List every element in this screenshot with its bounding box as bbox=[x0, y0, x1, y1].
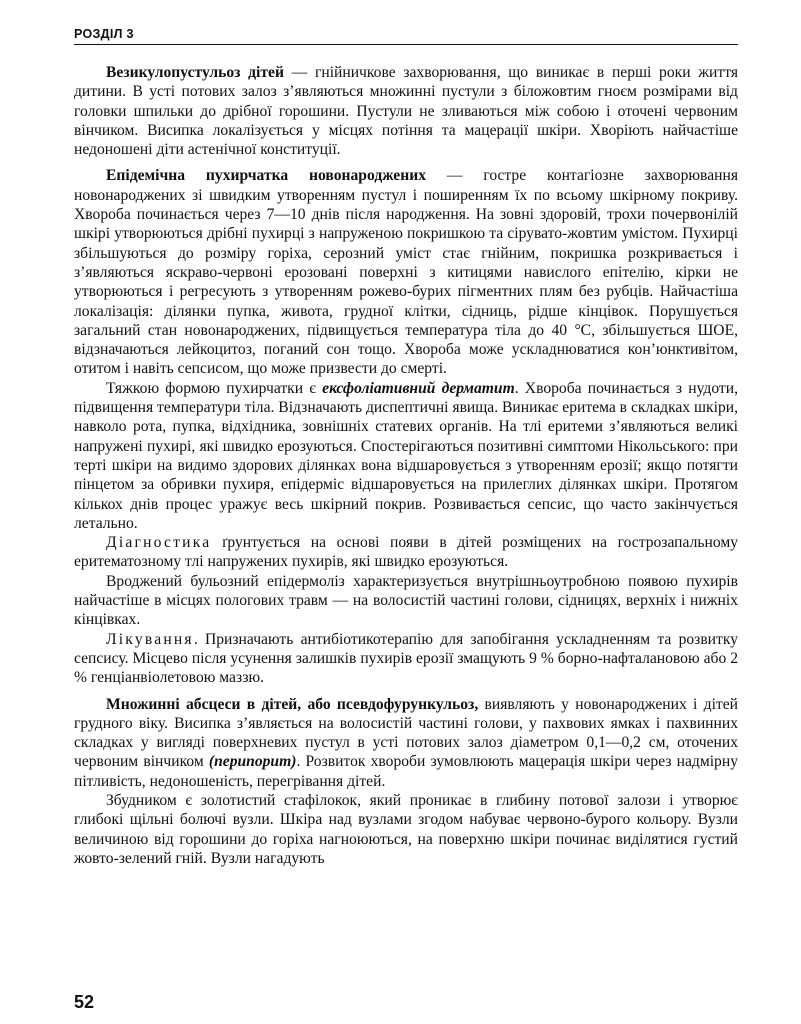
spaced-heading: Діагностика bbox=[106, 534, 212, 552]
page-number: 52 bbox=[74, 992, 95, 1012]
emphasized-term: (перипорит) bbox=[208, 753, 297, 771]
paragraph-text: . Хвороба починається з нудоти, підвищення температури тіла. Відзначають диспептичні явища. Виникає еритема в складках шкіри, навколо рота, пупка, відхідника, зовнішніх статевих органів. На тлі еритеми з’являються великі напружені пухирі, які швидко ерозуються. Спостерігаються позитивні симптоми Нікольського: при терті шкіри на видимо здорових ділянках вона відшаровується з утворенням ерозії; якщо потягти пінцетом за обривки пухиря, епідерміс відшаровується на прилеглих ділянках шкіри. Протягом кількох днів процес уражує весь шкірний покрив. Розвивається сепсис, що часто закінчується летально. bbox=[74, 379, 738, 532]
running-header bbox=[74, 25, 738, 45]
paragraph-text: ґрунтується на основі появи в дітей розміщених на гострозапальному еритематозному тлі напружених пухирів, які швидко ерозуються. bbox=[74, 534, 738, 571]
term-heading: Епідемічна пухирчатка новонароджених bbox=[106, 167, 426, 185]
paragraph-diagnostics bbox=[74, 533, 738, 572]
paragraph-text: — гнійничкове захворювання, що виникає в перші роки життя дитини. В усті потових залоз з’являються множинні пустули з біложовтим гноєм розмірами від головки шпильки до дрібної горошини. Пустули не зливаються між собою і оточені червоним вінчиком. Висипка локалізується у місцях потіння та мацерації шкіри. Хворіють найчастіше недоношені діти астенічної конституції. bbox=[74, 64, 738, 159]
paragraph-text: виявляють у новонароджених і дітей грудного віку. Висипка з’являється на волосистій частині голови, у пахвових ямках і пахвинних складках у вигляді поверхневих пустул в усті потових залоз діаметром 0,1—0,2 см, оточених червоним вінчиком bbox=[74, 695, 738, 771]
page-body bbox=[74, 63, 738, 868]
paragraph-multiple-abscesses bbox=[74, 695, 738, 791]
term-heading: Множинні абсцеси в дітей, або псевдофурункульоз, bbox=[106, 695, 479, 713]
paragraph-exfoliative-dermatitis bbox=[74, 379, 738, 533]
paragraph-text: . Призначають антибіотикотерапію для запобігання ускладненням та розвитку сепсису. Місцево після усунення залишків пухирів ерозії змащують 9 % борно-нафталановою або 2 % генціанвіолетовою маззю. bbox=[74, 630, 738, 687]
paragraph-text: Вроджений бульозний епідермоліз характеризується внутрішньоутробною появою пухирів найчастіше в місцях пологових травм — на волосистій частині голови, сідницях, верхніх і нижніх кінцівках. bbox=[74, 572, 738, 629]
paragraph-text: — гостре контагіозне захворювання новонароджених зі швидким утворенням пустул і поширенням їх по всьому шкірному покриву. Хвороба починається через 7—10 днів після народження. На зовні здоровій, трохи почервонілій шкірі утворюються дрібні пухирці з напруженою покришкою та сірувато-жовтим умістом. Пухирці збільшуються до розміру горіха, серозний уміст стає гнійним, покришка розкривається і з’являються яскраво-червоні ерозовані поверхні з китицями навислого епітелію, кірки не утворюються і регресують з утворенням рожево-бурих пігментних плям без рубців. Найчастіша локалізація: ділянки пупка, живота, грудної клітки, сідниць, рідше кінцівок. Порушується загальний стан новонароджених, підвищується температура тіла до 40 °С, збільшується ШОЕ, відзначаються лейкоцитоз, поганий сон тощо. Хвороба може ускладнюватися кон’юнктивітом, отитом і навіть сепсисом, що може призвести до смерті. bbox=[74, 167, 738, 378]
paragraph-text: Тяжкою формою пухирчатки є bbox=[106, 379, 323, 397]
emphasized-term: ексфоліативний дерматит bbox=[322, 379, 515, 397]
paragraph-text: Збудником є золотистий стафілокок, який проникає в глибину потової залози і утворює глибокі щільні болючі вузли. Шкіра над вузлами згодом набуває червоно-бурого кольору. Вузли величиною від горошини до горіха нагноюються, на поверхню шкіри починає виділятися густий жовто-зелений гній. Вузли нагадують bbox=[74, 791, 738, 867]
paragraph-pathogen bbox=[74, 791, 738, 868]
paragraph-vesiculopustulosis bbox=[74, 63, 738, 159]
section-label: РОЗДІЛ 3 bbox=[74, 27, 134, 41]
spaced-heading: Лікування bbox=[106, 630, 194, 648]
term-heading: Везикулопустульоз дітей bbox=[106, 64, 284, 81]
paragraph-treatment bbox=[74, 630, 738, 688]
paragraph-epidermolysis bbox=[74, 572, 738, 630]
paragraph-epidemic-pemphigus bbox=[74, 166, 738, 378]
paragraph-text: . Розвиток хвороби зумовлюють мацерація шкіри через надмірну пітливість, недоношеність, перегрівання дітей. bbox=[74, 753, 738, 790]
